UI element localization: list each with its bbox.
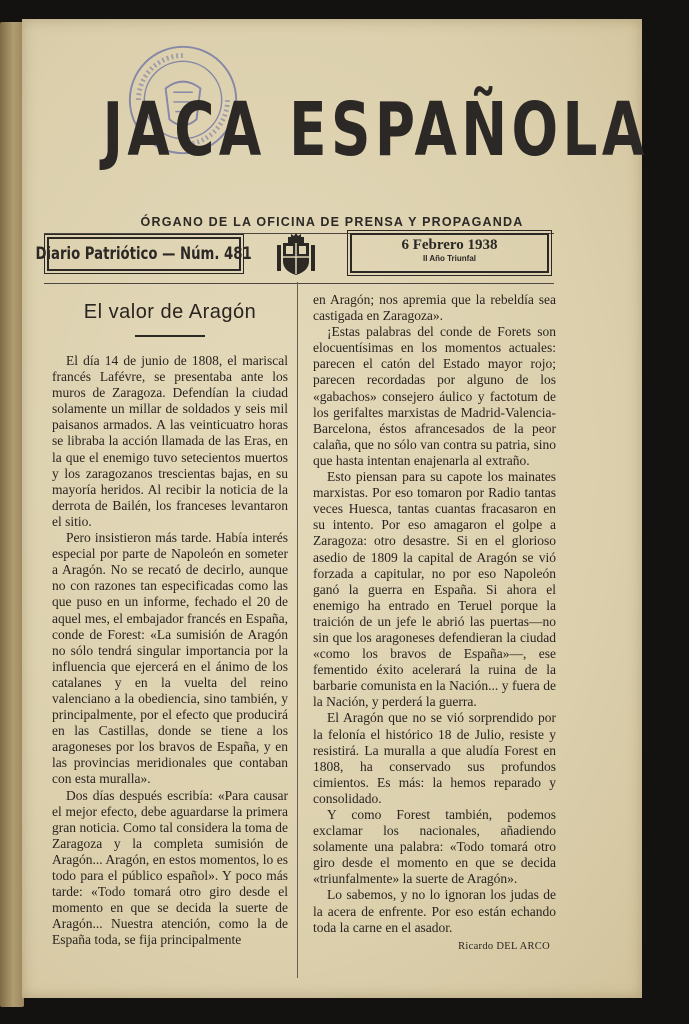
article-paragraph: ¡Estas palabras del conde de Forets son elocuentísimas en los momentos actuales: parecen el catón del Estado mayor rojo; parecen recordadas por alguno de los «gabachos» consejero áulico y factotum de los gerifaltes marxistas de Madrid-Valencia-Barcelona, éstos afrancesados de la peor calaña, que no sólo van contra su patria, sino que hasta intentan enajenarla al extraño.	[313, 324, 556, 468]
article-paragraph: Pero insistieron más tarde. Había interés especial por parte de Napoleón en someter a Aragón. No se recató de decirlo, aunque no con razones tan especificadas como las que puso en un informe, fechado el 20 de aquel mes, el embajador francés en España, conde de Forest: «La sumisión de Aragón no sólo tendrá singular importancia por la influencia que ejercerá en el ánimo de los catalanes y en la vuelta del reino valenciano a la obediencia, sino también, y principalmente, por el efecto que producirá en las Castillas, donde se tiene a los aragoneses por los bravos de España, y en las provincias meridionales que contaban con esta muralla».	[52, 530, 288, 787]
newspaper-page	[22, 19, 649, 998]
book-spine-edge	[0, 22, 24, 1007]
article-paragraph: El día 14 de junio de 1808, el mariscal francés Lafévre, se presentaba ante los muros de Zaragoza. Defendían la ciudad solamente un millar de soldados y seis mil paisanos armados. A las veinticuatro horas se libraba la acción llamada de las Eras, en la que el enemigo tuvo setecientos muertos y los zaragozanos trescientas bajas, en su mayoría heridos. Al recibir la noticia de la derrota de Bailén, los franceses levantaron el sitio.	[52, 353, 288, 529]
article-title: El valor de Aragón	[83, 301, 257, 323]
article-paragraph: Dos días después escribía: «Para causar el mejor efecto, debe aguardarse la primera gran noticia. Como tal considera la toma de Zaragoza y la completa sumisión de Aragón... Aragón, en estos momentos, lo es todo para el público español». Y poco más tarde: «Todo tomará otro giro desde el momento en que se decida la suerte de Aragón... Nuestra atención, como la de España toda, se fija principalmente	[52, 787, 288, 948]
article-paragraph: en Aragón; nos apremia que la rebeldía sea castigada en Zaragoza».	[313, 292, 556, 324]
issue-label: Diario Patriótico — Núm. 481	[35, 244, 253, 264]
author-signature: Ricardo DEL ARCO	[458, 940, 550, 952]
article-paragraph: El Aragón que no se vió sorprendido por la felonía el histórico 18 de Julio, resiste y resistirá. La muralla a que aludía Forest en 1808, ha conservado sus profundos cimientos. Es más: la hemos reparado y consolidado.	[313, 710, 556, 806]
issue-box	[35, 234, 253, 274]
article-column-left	[52, 283, 288, 948]
title-underline	[135, 335, 205, 337]
issue-date: 6 Febrero 1938	[401, 237, 498, 253]
masthead-subtitle: ÓRGANO DE LA OFICINA DE PRENSA Y PROPAGANDA	[140, 215, 524, 229]
masthead-title: JACA ESPAÑOLA	[102, 87, 649, 173]
date-box	[347, 230, 552, 276]
article-paragraph: Y como Forest también, podemos exclamar los nacionales, añadiendo solamente una palabra: «Todo tomará otro giro desde el momento en que se decida «triunfalmente» la suerte de Aragón».	[313, 807, 556, 887]
year-label: II Año Triunfal	[422, 254, 477, 263]
article-paragraph: Esto piensan para su capote los mainates marxistas. Por eso tomaron por Radio tantas veces Huesca, tantas cuantas fracasaron en su intento. Por eso amagaron el golpe a Zaragoza: otro desastre. Si en el glorioso asedio de 1809 la capital de Aragón se vió forzada a capitular, no por eso Napoleón ganó la guerra en España. Si ahora el enemigo ha entrado en Teruel porque la traición de un jefe le abrió las puertas—no sin que los aragoneses defendieran la ciudad «como los bravos de España»—, ese fementido éxito acelerará la ruina de la barbarie comunista en la Nación... y fuera de la Nación, y perderá la guerra.	[313, 469, 556, 710]
article-paragraph: Lo sabemos, y no lo ignoran los judas de la acera de enfrente. Por eso están echando toda la carne en el asador.	[313, 887, 556, 935]
article-column-right	[313, 292, 556, 955]
coat-of-arms-icon	[274, 233, 318, 277]
column-divider	[297, 282, 298, 978]
